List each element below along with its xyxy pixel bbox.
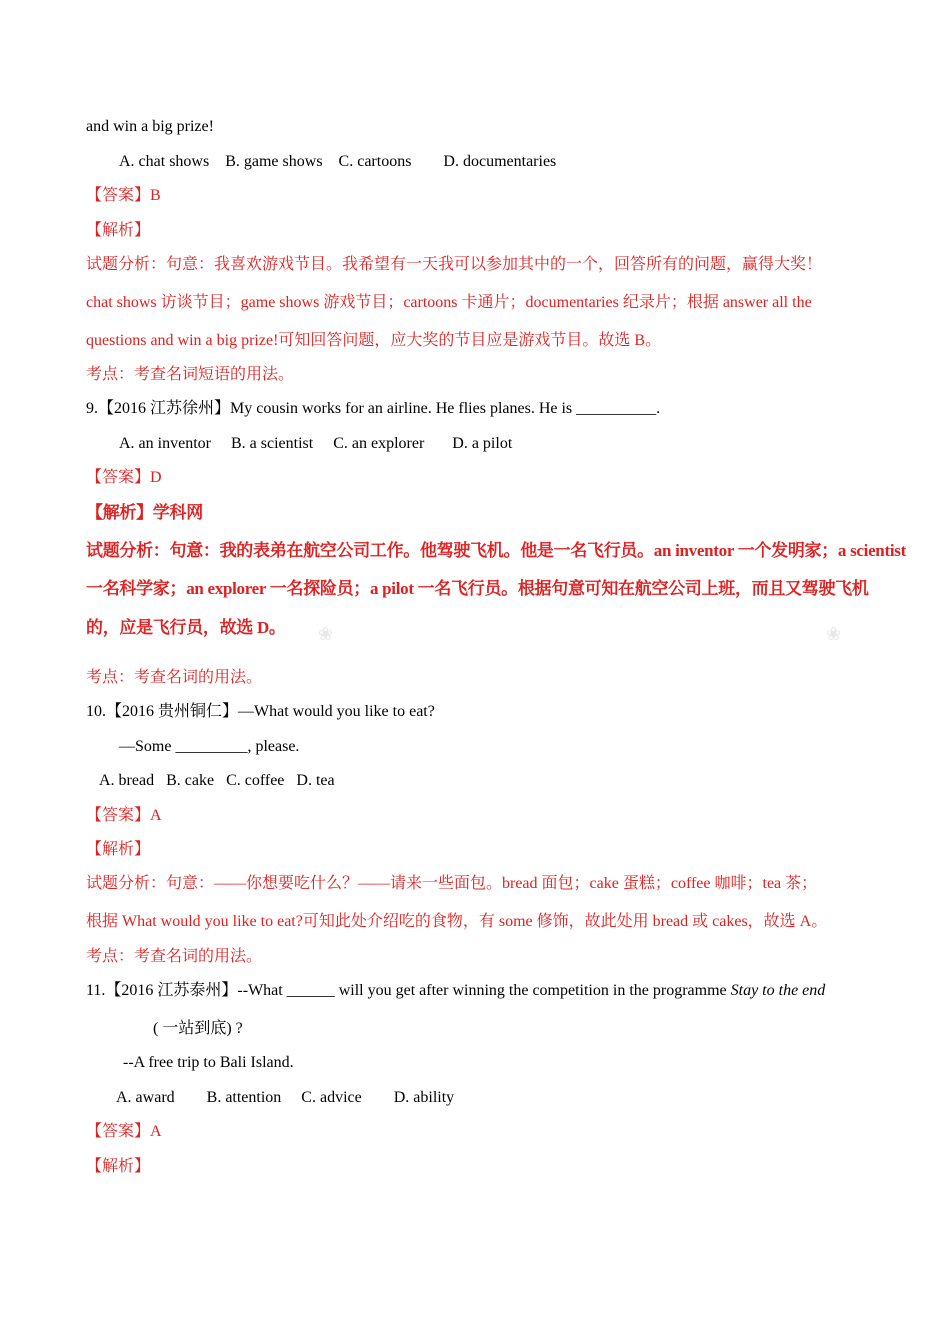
q9-analysis-line-3: 的，应是飞行员，故选 D。 (86, 618, 286, 637)
q11-answer: 【答案】A (86, 1123, 162, 1140)
q11-options: A. award B. attention C. advice D. ability (116, 1089, 455, 1106)
watermark-icon: ❀ (826, 624, 842, 645)
q9-analysis-line-2: 一名科学家；an explorer 一名探险员；a pilot 一名飞行员。根据句意可知在航空公司上班，而且又驾驶飞机 (86, 579, 869, 598)
q9-point: 考点：考查名词的用法。 (86, 669, 263, 686)
q8-stem-tail: and win a big prize! (86, 118, 214, 135)
q8-analysis-line-2: chat shows 访谈节目；game shows 游戏节目；cartoons 卡通片；documentaries 纪录片；根据 answer all the (86, 294, 812, 311)
q10-point: 考点：考查名词的用法。 (86, 948, 263, 965)
q10-options: A. bread B. cake C. coffee D. tea (99, 772, 335, 789)
q9-analysis-line-1: 试题分析：句意：我的表弟在航空公司工作。他驾驶飞机。他是一名飞行员。an inventor 一个发明家；a scientist (86, 541, 906, 560)
q8-analysis-line-1: 试题分析：句意：我喜欢游戏节目。我希望有一天我可以参加其中的一个，回答所有的问题，赢得大奖！ (86, 256, 823, 273)
q8-analysis-line-3: questions and win a big prize!可知回答问题，应大奖的节目应是游戏节目。故选 B。 (86, 332, 662, 349)
q10-analysis-line-1: 试题分析：句意：——你想要吃什么？——请来一些面包。bread 面包；cake 蛋糕；coffee 咖啡；tea 茶； (86, 875, 818, 892)
q11-stem-gloss: ( 一站到底) ? (153, 1020, 243, 1037)
q9-analysis-label: 【解析】学科网 (86, 503, 203, 522)
watermark-icon: ❀ (318, 624, 334, 645)
q11-stem-text: 11.【2016 江苏泰州】--What ______ will you get after winning the competition in the programme (86, 982, 731, 999)
q8-options: A. chat shows B. game shows C. cartoons D. documentaries (119, 153, 557, 170)
q9-answer: 【答案】D (86, 469, 162, 486)
q11-response-line: --A free trip to Bali Island. (123, 1054, 294, 1071)
q10-response-line: —Some _________, please. (119, 738, 300, 755)
q8-answer: 【答案】B (86, 187, 161, 204)
q10-analysis-line-2: 根据 What would you like to eat?可知此处介绍吃的食物，有 some 修饰，故此处用 bread 或 cakes，故选 A。 (86, 913, 828, 930)
q10-answer: 【答案】A (86, 807, 162, 824)
q11-programme-title: Stay to the end (730, 982, 826, 999)
q10-analysis-label: 【解析】 (86, 841, 151, 858)
q9-stem: 9.【2016 江苏徐州】My cousin works for an airline. He flies planes. He is __________. (86, 400, 661, 417)
q8-point: 考点：考查名词短语的用法。 (86, 366, 295, 383)
q11-analysis-label: 【解析】 (86, 1158, 151, 1175)
q11-stem (86, 981, 825, 1001)
q10-stem: 10.【2016 贵州铜仁】—What would you like to eat? (86, 703, 435, 720)
q8-analysis-label: 【解析】 (86, 222, 151, 239)
q9-options: A. an inventor B. a scientist C. an explorer D. a pilot (119, 435, 513, 452)
